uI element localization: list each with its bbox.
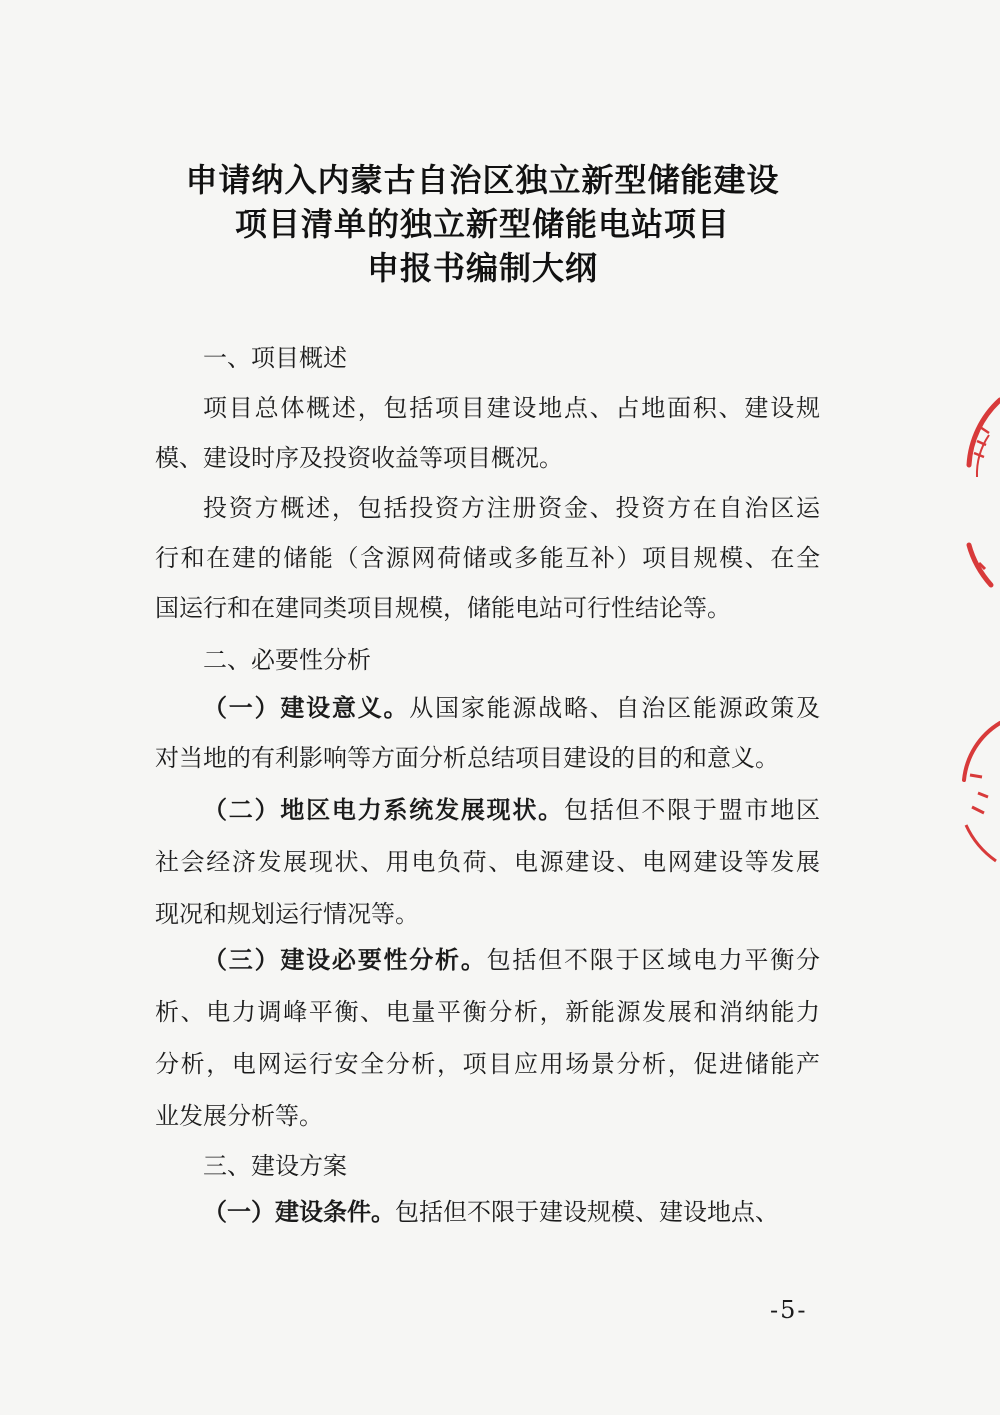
paragraph-line: 业发展分析等。 — [155, 1102, 323, 1130]
paragraph-line: 行和在建的储能（含源网荷储或多能互补）项目规模、在全 — [155, 544, 820, 572]
paragraph-line — [203, 688, 820, 728]
paragraph-line: 国运行和在建同类项目规模，储能电站可行性结论等。 — [155, 594, 731, 622]
section-heading-overview: 一、项目概述 — [203, 344, 347, 372]
section-heading-necessity: 二、必要性分析 — [203, 646, 371, 674]
paragraph-line: 析、电力调峰平衡、电量平衡分析，新能源发展和消纳能力 — [155, 998, 820, 1026]
item-label: （一）建设意义。 — [203, 694, 410, 722]
paragraph-line: 投资方概述，包括投资方注册资金、投资方在自治区运 — [203, 494, 820, 522]
page-number: -5- — [770, 1296, 808, 1324]
paragraph-line: 模、建设时序及投资收益等项目概况。 — [155, 444, 563, 472]
paragraph-line — [203, 940, 820, 980]
title-line-1: 申请纳入内蒙古自治区独立新型储能建设 — [185, 161, 780, 199]
item-text: 包括但不限于盟市地区 — [563, 796, 821, 824]
item-text: 从国家能源战略、自治区能源政策及 — [409, 694, 821, 722]
title-line-2: 项目清单的独立新型储能电站项目 — [234, 205, 730, 243]
paragraph-line: 分析，电网运行安全分析，项目应用场景分析，促进储能产 — [155, 1050, 820, 1078]
seal-stamp-partial — [958, 715, 1000, 865]
seal-stamp-partial — [955, 395, 1000, 595]
item-label: （一）建设条件。 — [203, 1198, 395, 1226]
paragraph-line: 对当地的有利影响等方面分析总结项目建设的目的和意义。 — [155, 744, 779, 772]
paragraph-line: 社会经济发展现状、用电负荷、电源建设、电网建设等发展 — [155, 848, 820, 876]
paragraph-line — [203, 1192, 820, 1232]
paragraph-line — [203, 790, 820, 830]
paragraph-line: 项目总体概述，包括项目建设地点、占地面积、建设规 — [203, 394, 820, 422]
item-label: （三）建设必要性分析。 — [203, 946, 487, 974]
item-text: 包括但不限于区域电力平衡分 — [486, 946, 820, 974]
item-label: （二）地区电力系统发展现状。 — [203, 796, 564, 824]
paragraph-line: 现况和规划运行情况等。 — [155, 900, 419, 928]
item-text: 包括但不限于建设规模、建设地点、 — [395, 1198, 779, 1226]
title-line-3: 申报书编制大纲 — [366, 249, 598, 287]
section-heading-plan: 三、建设方案 — [203, 1152, 347, 1180]
